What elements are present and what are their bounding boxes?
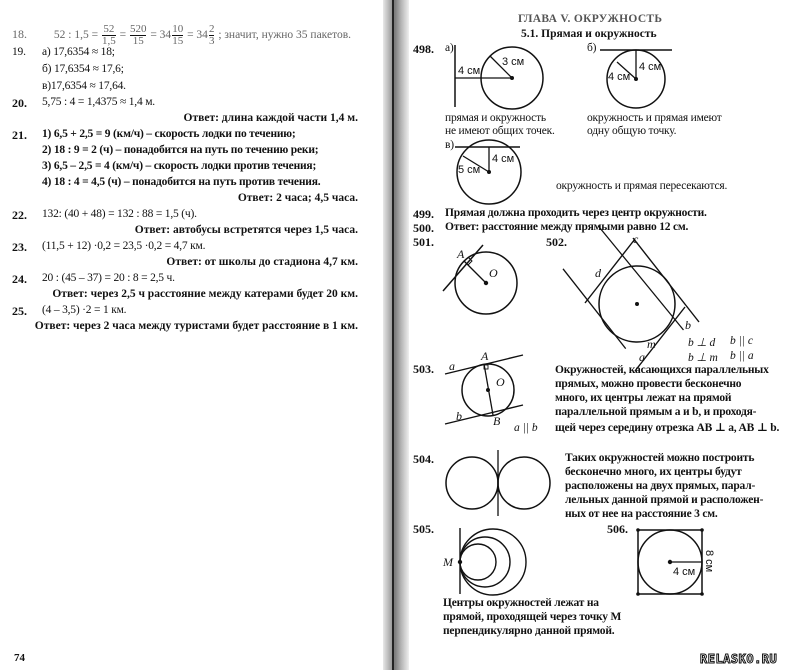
figure-505 <box>440 526 540 598</box>
figure-498c <box>455 140 535 205</box>
radius-label: 5 см <box>458 164 481 176</box>
answer-label: Ответ: <box>52 288 88 300</box>
radius <box>464 261 486 283</box>
explanation-line: щей через середину отрезка AB ⊥ a, AB ⊥ b. <box>555 422 780 434</box>
answer <box>35 320 358 332</box>
point-label: O <box>489 266 498 280</box>
answer-label: Ответ: <box>166 256 202 268</box>
center-point <box>668 560 672 564</box>
problem-line: 4) 18 : 4 = 4,5 (ч) – понадобится на путь против течения. <box>42 176 321 188</box>
answer-label: Ответ: <box>34 320 71 332</box>
vertex <box>700 592 704 596</box>
answer-text: через 2,5 ч расстояние между катерами будет 20 км. <box>90 288 358 300</box>
problem-number: 501. <box>413 235 434 249</box>
answer <box>52 288 358 300</box>
problem-number: 22. <box>12 208 27 222</box>
problem-number: 498. <box>413 42 434 56</box>
problem-number: 23. <box>12 240 27 254</box>
expr: = 34 <box>150 29 172 42</box>
point-label: B <box>493 414 501 428</box>
caption: не имеют общих точек. <box>445 125 555 137</box>
problem-number: 500. <box>413 221 434 235</box>
figure-498b <box>600 45 680 110</box>
problem-line: (11,5 + 12) ·0,2 = 23,5 ·0,2 = 4,7 км. <box>42 240 206 252</box>
numerator: 2 <box>208 23 215 35</box>
figure-502 <box>575 233 705 363</box>
line-label: c <box>633 232 639 246</box>
fraction <box>209 24 215 47</box>
figure-504 <box>445 450 555 518</box>
explanation-line: Центры окружностей лежат на <box>443 597 599 609</box>
line-label: b <box>456 409 462 423</box>
problem-line: а) 17,6354 ≈ 18; <box>42 46 115 58</box>
answer-label: Ответ: <box>183 112 219 124</box>
fraction <box>102 24 116 47</box>
section-title: 5.1. Прямая и окружность <box>521 28 657 40</box>
problem-number: 504. <box>413 452 434 466</box>
distance-label: 4 см <box>492 153 515 165</box>
explanation-line: Окружностей, касающихся параллельных <box>555 364 769 376</box>
radius-label: 4 см <box>608 71 631 83</box>
problem-number: 503. <box>413 362 434 376</box>
problem-number: 24. <box>12 272 27 286</box>
figure-label: а) <box>445 42 454 54</box>
circle-medium <box>460 537 510 587</box>
line-d <box>585 239 635 303</box>
chapter-title: ГЛАВА V. ОКРУЖНОСТЬ <box>518 13 663 25</box>
explanation-line: ных от нее на расстояние 3 см. <box>565 508 718 520</box>
answer-text: расстояние между прямыми равно 12 см. <box>481 221 689 233</box>
explanation-line: лельных данной прямой и расположен- <box>565 494 764 506</box>
explanation-line: перпендикулярно данной прямой. <box>443 625 615 637</box>
point-label: M <box>443 555 453 569</box>
problem-line: в)17,6354 ≈ 17,64. <box>42 80 126 92</box>
distance-label: 4 см <box>458 65 481 77</box>
denominator: 3 <box>208 35 215 47</box>
caption: окружность и прямая имеют <box>587 112 722 124</box>
center-point <box>635 302 639 306</box>
numerator: 52 <box>103 23 115 35</box>
relation: b ⊥ d <box>688 337 716 349</box>
radius-label: 3 см <box>502 56 525 68</box>
parallel-label: a || b <box>514 422 538 434</box>
figure-498a <box>450 45 550 110</box>
problem-number: 505. <box>413 522 434 536</box>
circle-right <box>498 457 550 509</box>
answer-text: через 2 часа между туристами будет расстояние в 1 км. <box>73 320 358 332</box>
distance-label: 4 см <box>639 61 662 73</box>
watermark-logo: RELASKO.RU <box>700 652 778 666</box>
problem-number: 499. <box>413 207 434 221</box>
line-label: b <box>685 318 691 332</box>
problem-number: 18. <box>12 27 27 42</box>
center-point <box>484 281 488 285</box>
caption: окружность и прямая пересекаются. <box>556 180 728 192</box>
problem-line: 3) 6,5 – 2,5 = 4 (км/ч) – скорость лодки против течения; <box>42 160 317 172</box>
fraction <box>130 24 147 47</box>
line-b <box>598 226 684 330</box>
book-spine <box>392 0 394 670</box>
line-label: m <box>647 337 656 351</box>
center-point <box>634 77 638 81</box>
book-gutter <box>383 0 409 670</box>
explanation-line: прямых, можно провести бесконечно <box>555 378 742 390</box>
explanation-line: бесконечно много, их центры будут <box>565 466 742 478</box>
caption: одну общую точку. <box>587 125 677 137</box>
point-label: A <box>481 349 489 363</box>
problem-number: 502. <box>546 235 567 249</box>
answer-text: от школы до стадиона 4,7 км. <box>204 256 358 268</box>
expr: = <box>119 29 127 42</box>
center-point <box>487 170 491 174</box>
radius-label: 4 см <box>673 566 696 578</box>
figure-506 <box>636 528 726 598</box>
vertex <box>636 528 640 532</box>
fraction <box>172 24 183 47</box>
expr: 52 : 1,5 = <box>53 29 99 42</box>
numerator: 520 <box>129 23 147 35</box>
line-a <box>563 269 626 349</box>
denominator: 15 <box>172 35 184 47</box>
answer-label: Ответ: <box>445 221 480 233</box>
relation: b ⊥ m <box>688 352 718 364</box>
explanation-line: много, их центры лежат на прямой <box>555 392 732 404</box>
problem-line: 1) 6,5 + 2,5 = 9 (км/ч) – скорость лодки по течению; <box>42 128 296 140</box>
answer <box>184 112 358 124</box>
relation: b || a <box>730 350 754 362</box>
denominator: 15 <box>130 35 147 47</box>
conclusion: ; значит, нужно 35 пакетов. <box>218 29 352 42</box>
answer <box>135 224 358 236</box>
explanation-line: Таких окружностей можно построить <box>565 452 755 464</box>
problem-number: 506. <box>607 522 628 536</box>
problem-number: 19. <box>12 46 26 58</box>
problem-text: Прямая должна проходить через центр окружности. <box>445 207 707 219</box>
side-label: 8 см <box>703 550 715 573</box>
figure-503 <box>443 349 553 432</box>
problem-text <box>445 221 688 233</box>
page-number: 74 <box>14 652 25 664</box>
problem-line: 132: (40 + 48) = 132 : 88 = 1,5 (ч). <box>42 208 197 220</box>
answer-text: длина каждой части 1,4 м. <box>221 112 358 124</box>
problem-number: 20. <box>12 96 27 110</box>
expr: = 34 <box>187 29 208 42</box>
explanation-line: прямой, проходящей через точку M <box>443 611 622 623</box>
vertex <box>636 592 640 596</box>
problem-number: 25. <box>12 304 27 318</box>
line-label: d <box>595 266 601 280</box>
line-label: a <box>449 359 455 373</box>
numerator: 10 <box>172 23 184 35</box>
relation: b || c <box>730 335 753 347</box>
problem-line: 2) 18 : 9 = 2 (ч) – понадобится на путь по течению реки; <box>42 144 319 156</box>
problem-number: 21. <box>12 128 27 142</box>
answer <box>238 192 358 204</box>
figure-label: в) <box>445 139 454 151</box>
answer-label: Ответ: <box>237 192 274 204</box>
caption: прямая и окружность <box>445 112 546 124</box>
explanation-line: расположены на двух прямых, парал- <box>565 480 756 492</box>
answer <box>166 256 358 268</box>
explanation-line: параллельной прямым a и b, и проходя- <box>555 406 757 418</box>
figure-501 <box>443 245 533 315</box>
center-point <box>486 388 490 392</box>
line-label: a <box>639 350 645 364</box>
center-point <box>510 76 514 80</box>
problem-line: (4 – 3,5) ·2 = 1 км. <box>42 304 127 316</box>
problem-line: 20 : (45 – 37) = 20 : 8 = 2,5 ч. <box>42 272 175 284</box>
point-label: A <box>457 247 465 261</box>
answer-text: автобусы встретятся через 1,5 часа. <box>173 224 358 236</box>
point-label: O <box>496 375 505 389</box>
problem-line: 5,75 : 4 = 1,4375 ≈ 1,4 м. <box>42 96 155 108</box>
problem-line: б) 17,6354 ≈ 17,6; <box>42 63 124 75</box>
circle-small <box>460 544 496 580</box>
denominator: 1,5 <box>101 35 116 47</box>
problem-18 <box>12 24 351 47</box>
figure-label: б) <box>587 42 597 54</box>
answer-text: 2 часа; 4,5 часа. <box>276 192 358 204</box>
answer-label: Ответ: <box>134 224 171 236</box>
point-m <box>458 560 462 564</box>
circle-left <box>446 457 498 509</box>
vertex <box>700 528 704 532</box>
